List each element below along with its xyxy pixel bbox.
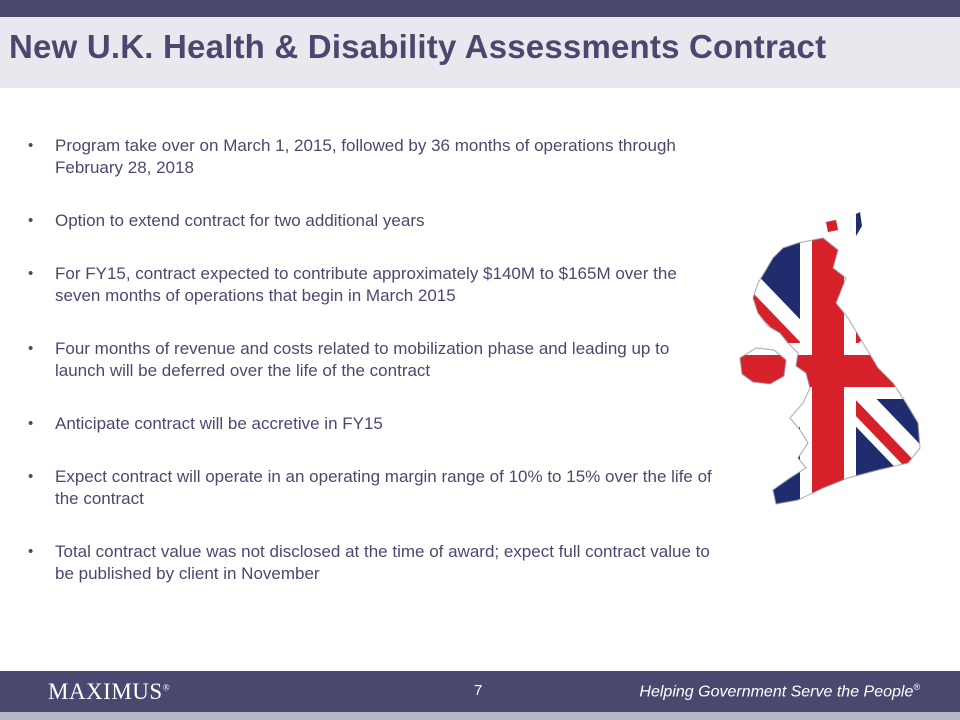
bullet-text: Anticipate contract will be accretive in FY15 xyxy=(55,414,383,433)
bullet-text: Four months of revenue and costs related to mobilization phase and leading up to launch will be deferred over the life of the contract xyxy=(55,339,670,380)
page-number: 7 xyxy=(474,682,483,699)
bullet-item xyxy=(28,466,718,510)
bullet-text: Program take over on March 1, 2015, followed by 36 months of operations through February 28, 2018 xyxy=(55,136,676,177)
bullet-text: For FY15, contract expected to contribute approximately $140M to $165M over the seven months of operations that begin in March 2015 xyxy=(55,264,677,305)
bullet-item xyxy=(28,263,718,307)
tagline-text: Helping Government Serve the People xyxy=(639,683,914,701)
logo-registered-mark: ® xyxy=(162,682,171,693)
maximus-logo xyxy=(48,679,170,705)
bullet-dot: • xyxy=(28,340,34,357)
logo-text: MAXIMUS xyxy=(48,679,163,704)
bullet-dot: • xyxy=(28,265,34,282)
bullet-dot: • xyxy=(28,468,34,485)
uk-flag-map-icon xyxy=(728,208,928,513)
bullet-item xyxy=(28,413,718,435)
bullet-text: Expect contract will operate in an operating margin range of 10% to 15% over the life of the contract xyxy=(55,467,712,508)
bullet-list xyxy=(28,135,718,616)
bullet-dot: • xyxy=(28,137,34,154)
bullet-dot: • xyxy=(28,415,34,432)
bullet-text: Option to extend contract for two additional years xyxy=(55,211,425,230)
bullet-dot: • xyxy=(28,543,34,560)
header-top-bar xyxy=(0,0,960,17)
tagline-registered-mark: ® xyxy=(913,682,920,692)
bullet-item xyxy=(28,338,718,382)
tagline xyxy=(639,682,920,701)
footer-stripe xyxy=(0,712,960,720)
bullet-item xyxy=(28,210,718,232)
bullet-dot: • xyxy=(28,212,34,229)
slide-title: New U.K. Health & Disability Assessments Contract xyxy=(9,28,827,65)
bullet-item xyxy=(28,541,718,585)
bullet-text: Total contract value was not disclosed at the time of award; expect full contract value to be published by client in November xyxy=(55,542,710,583)
bullet-item xyxy=(28,135,718,179)
